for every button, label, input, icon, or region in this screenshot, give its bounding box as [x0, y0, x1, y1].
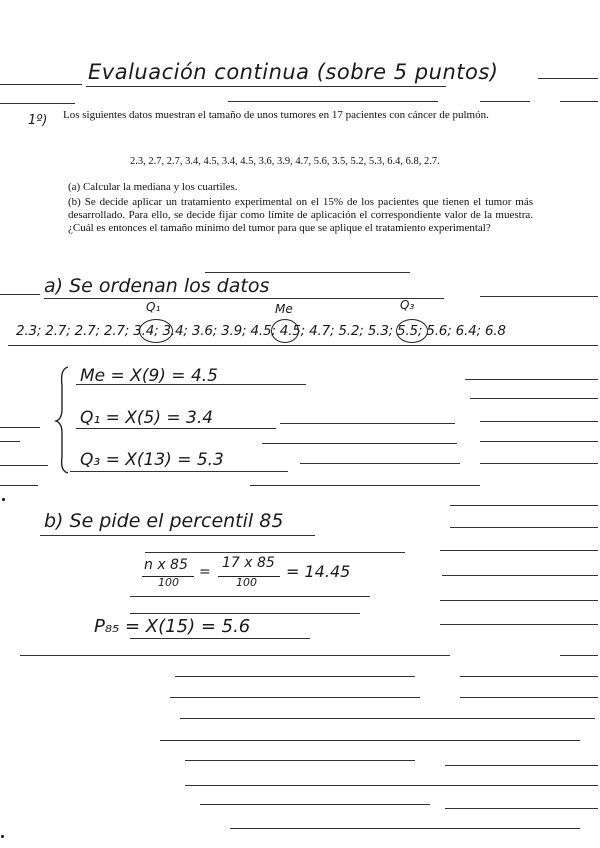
- ruled-line: [445, 808, 598, 809]
- ruled-line: [560, 655, 598, 656]
- ruled-line: [465, 379, 598, 380]
- ruled-line: [44, 298, 444, 299]
- percentile-position-result: = 14.45: [286, 562, 351, 581]
- q1-formula: Q₁ = X(5) = 3.4: [80, 408, 214, 428]
- median-label: Me: [275, 302, 293, 316]
- q3-formula: Q₃ = X(13) = 5.3: [80, 450, 224, 470]
- ruled-line: [180, 718, 595, 719]
- ruled-line: [200, 804, 430, 805]
- ruled-line: [175, 676, 415, 677]
- ruled-line: [170, 697, 420, 698]
- ruled-line: [0, 84, 82, 85]
- ruled-line: [0, 465, 48, 466]
- fraction-2-denominator: 100: [236, 576, 257, 589]
- data-series: 2.3, 2.7, 2.7, 3.4, 4.5, 3.4, 4.5, 3.6, 3.9, 4.7, 5.6, 3.5, 5.2, 5.3, 6.4, 6.8, 2.7.: [130, 156, 440, 167]
- ruled-line: [130, 613, 360, 614]
- ruled-line: [185, 760, 415, 761]
- ruled-line: [0, 103, 75, 104]
- ruled-line: [470, 398, 598, 399]
- ruled-line: [230, 828, 580, 829]
- scan-speck: [1, 835, 4, 838]
- ruled-line: [480, 463, 598, 464]
- ruled-line: [0, 427, 40, 428]
- scan-speck: [2, 498, 5, 501]
- ruled-line: [300, 463, 460, 464]
- ruled-line: [130, 638, 310, 639]
- ruled-line: [76, 428, 276, 429]
- fraction-1-numerator: n x 85: [144, 557, 188, 573]
- q1-circle: [139, 319, 173, 343]
- median-circle: [271, 319, 299, 343]
- ruled-line: [280, 423, 455, 424]
- question-part-a: (a) Calcular la mediana y los cuartiles.: [68, 181, 238, 193]
- ruled-line: [445, 765, 598, 766]
- equals-sign: =: [199, 564, 211, 580]
- sorted-data: 2.3; 2.7; 2.7; 2.7; 3.4; 3.4; 3.6; 3.9; 4.5; 4.5; 4.7; 5.2; 5.3; 5.5; 5.6; 6.4; 6.8: [16, 323, 506, 339]
- ruled-line: [480, 421, 598, 422]
- ruled-line: [160, 740, 580, 741]
- ruled-line: [0, 294, 40, 295]
- ruled-line: [440, 624, 598, 625]
- ruled-line: [450, 527, 598, 528]
- p85-formula: P₈₅ = X(15) = 5.6: [94, 616, 251, 637]
- q3-label: Q₃: [400, 298, 415, 312]
- ruled-line: [228, 101, 438, 102]
- ruled-line: [460, 676, 598, 677]
- brace-mark: [54, 365, 74, 475]
- ruled-line: [40, 535, 315, 536]
- fraction-2-numerator: 17 x 85: [222, 555, 275, 571]
- ruled-line: [538, 78, 598, 79]
- answer-b-heading: b) Se pide el percentil 85: [44, 510, 284, 532]
- ruled-line: [480, 441, 598, 442]
- evaluation-title: Evaluación continua (sobre 5 puntos): [88, 60, 499, 84]
- ruled-line: [440, 600, 598, 601]
- answer-a-heading: a) Se ordenan los datos: [44, 275, 270, 297]
- ruled-line: [560, 101, 598, 102]
- ruled-line: [185, 785, 598, 786]
- question-part-b: (b) Se decide aplicar un tratamiento experimental on el 15% de los pacientes que tienen el tumor más desarrollado. Para ello, se decide fijar como límite de aplicación el correspondiente valor de la muestra. ¿Cuál es entonces el tamaño mínimo del tumor para que se aplique el tratamiento experimental?: [68, 196, 533, 234]
- ruled-line: [440, 550, 598, 551]
- ruled-line: [8, 345, 598, 346]
- fraction-1-denominator: 100: [158, 576, 179, 589]
- q3-circle: [396, 319, 428, 343]
- ruled-line: [20, 655, 450, 656]
- ruled-line: [450, 505, 598, 506]
- ruled-line: [205, 272, 410, 273]
- ruled-line: [480, 296, 598, 297]
- ruled-line: [442, 575, 598, 576]
- problem-number: 1º): [28, 113, 48, 128]
- ruled-line: [145, 552, 405, 553]
- ruled-line: [460, 697, 598, 698]
- ruled-line: [250, 485, 480, 486]
- median-formula: Me = X(9) = 4.5: [80, 366, 218, 386]
- ruled-line: [262, 443, 457, 444]
- ruled-line: [76, 384, 306, 385]
- ruled-line: [130, 596, 370, 597]
- ruled-line: [70, 471, 288, 472]
- ruled-line: [86, 86, 446, 87]
- problem-statement: Los siguientes datos muestran el tamaño de unos tumores en 17 pacientes con cáncer de pulmón.: [63, 109, 489, 121]
- q1-label: Q₁: [146, 300, 161, 314]
- ruled-line: [480, 101, 530, 102]
- ruled-line: [0, 441, 20, 442]
- ruled-line: [0, 485, 38, 486]
